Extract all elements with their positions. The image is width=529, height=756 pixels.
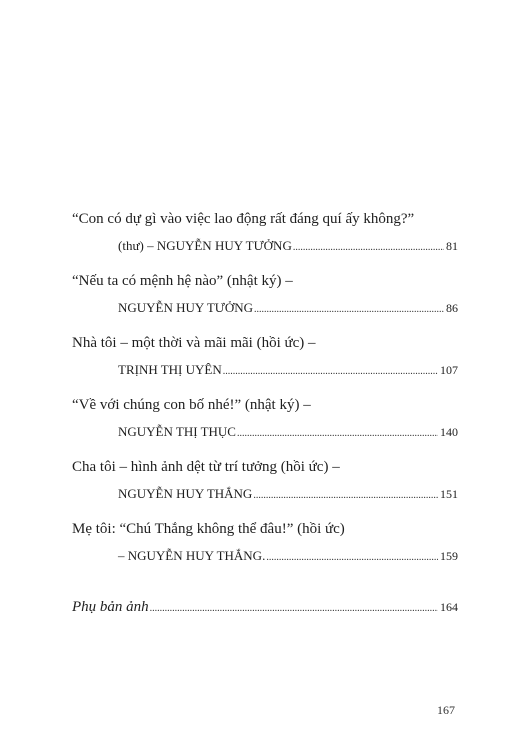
toc-entry-page-number: 86 [446,301,458,315]
toc-entry [72,395,458,443]
toc-entry-author-line [72,237,458,257]
toc-entry [72,271,458,319]
toc-entry-title: “Nếu ta có mệnh hệ nào” (nhật ký) – [72,273,293,289]
toc-entry-author-line [72,485,458,505]
toc-entry-author: TRỊNH THỊ UYÊN [118,362,222,377]
toc-entry-page-number: 151 [440,487,458,501]
toc-entry-page-number: 159 [440,549,458,563]
dot-leader [254,301,444,319]
dot-leader [223,363,438,381]
toc-appendix-label: Phụ bản ảnh [72,599,149,615]
toc-entry [72,333,458,381]
table-of-contents [72,209,458,619]
toc-appendix-page-number: 164 [440,600,458,614]
toc-entry-page-number: 140 [440,425,458,439]
toc-entry [72,457,458,505]
toc-entry-author: NGUYỄN HUY TƯỞNG [118,300,254,315]
toc-entry-author-line [72,547,458,567]
dot-leader [253,487,438,505]
dot-leader [237,425,438,443]
toc-entry-title: “Về với chúng con bố nhé!” (nhật ký) – [72,397,311,413]
dot-leader [150,599,438,619]
toc-entry-title: Cha tôi – hình ảnh dệt từ trí tưởng (hồi ức) – [72,459,340,475]
toc-entry-title: Nhà tôi – một thời và mãi mãi (hồi ức) – [72,335,316,351]
page-number: 167 [437,703,455,717]
toc-entry-page-number: 81 [446,239,458,253]
toc-entry-author-line [72,361,458,381]
toc-entry-author: NGUYỄN HUY THẮNG [118,486,253,501]
toc-appendix-entry [72,597,458,619]
toc-entry-author: – NGUYỄN HUY THẮNG. [118,548,266,563]
toc-entry-page-number: 107 [440,363,458,377]
toc-entry-author-line [72,423,458,443]
toc-entry-title: “Con có dự gì vào việc lao động rất đáng quí ấy không?” [72,211,415,227]
toc-entry [72,519,458,567]
dot-leader [266,549,438,567]
dot-leader [293,239,444,257]
toc-entry-author-line [72,299,458,319]
toc-entry-author: (thư) – NGUYỄN HUY TƯỞNG [118,238,292,253]
toc-entry [72,209,458,257]
toc-entry-title: Mẹ tôi: “Chú Thắng không thể đâu!” (hồi ức) [72,521,345,537]
toc-entry-author: NGUYỄN THỊ THỤC [118,424,236,439]
